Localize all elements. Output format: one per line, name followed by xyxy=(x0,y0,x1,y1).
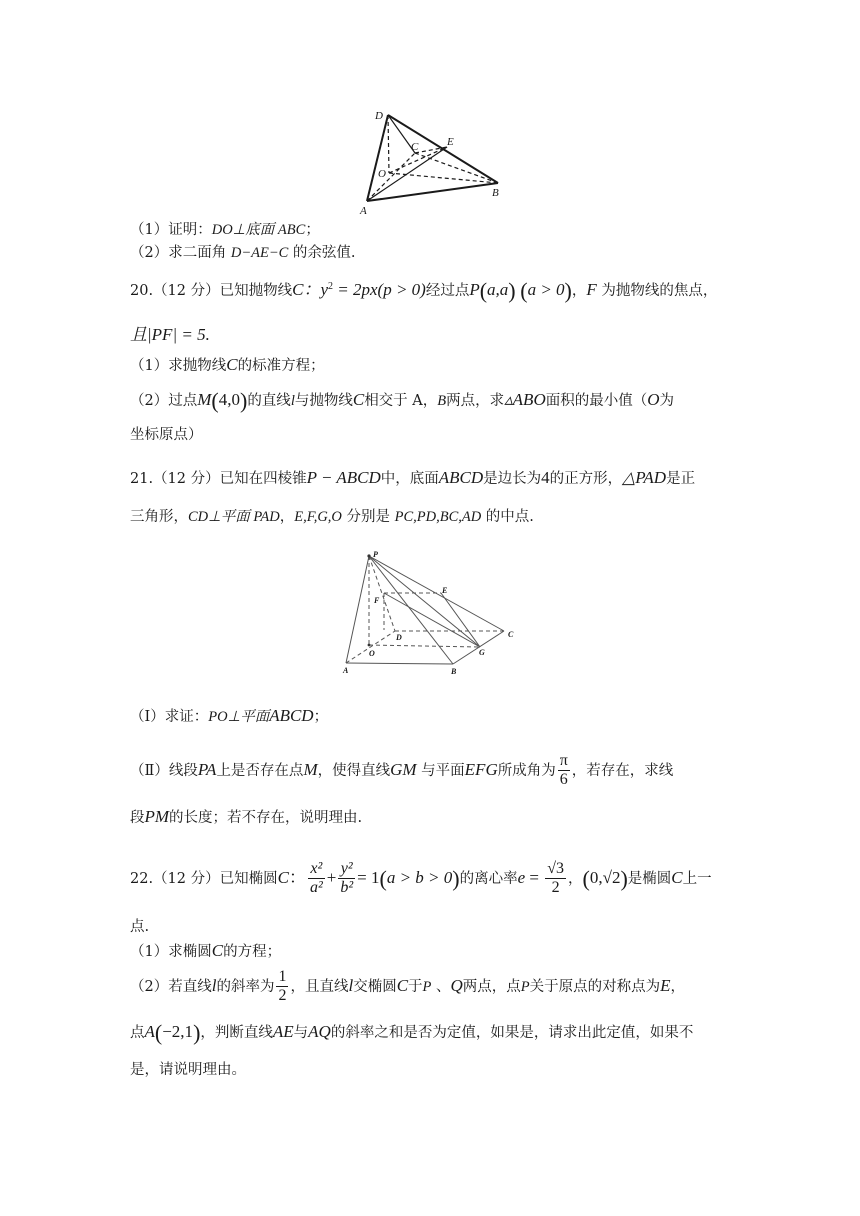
label-C: C xyxy=(508,630,514,639)
label-O: O xyxy=(378,168,386,180)
pyramid-figure xyxy=(338,548,528,680)
label-G: G xyxy=(479,648,485,657)
label-D: D xyxy=(375,110,383,122)
q21-part1: （Ⅰ）求证：PO⊥平面ABCD； xyxy=(130,706,329,725)
label-D: D xyxy=(396,633,402,642)
label-A: A xyxy=(360,205,367,217)
label-B: B xyxy=(451,667,457,676)
q22-stem-line2: 点. xyxy=(130,919,150,935)
label-E: E xyxy=(447,136,454,148)
q22-part2: （2）若直线l的斜率为 $\frac{1}{2}$ ，且直线l交椭圆C于P 、Q两点，点P关于原点的对称点为E， xyxy=(130,968,686,1005)
label-O: O xyxy=(369,649,375,658)
q22-part2-line2: 点A(−2,1)，判断直线AE与AQ的斜率之和是否为定值，如果是，请求出此定值，如果不 xyxy=(130,1020,694,1045)
label-F: F xyxy=(374,596,380,605)
q22-part1: （1）求椭圆C的方程； xyxy=(130,941,282,960)
q20-stem: 20.（12 分）已知抛物线C：$y^2 = 2px(p > 0)$经过点P(a,a) (a > 0)，F 为抛物线的焦点， xyxy=(130,278,718,303)
label-P: P xyxy=(373,550,378,559)
label-E: E xyxy=(442,586,448,595)
q20-part2-line2: 坐标原点） xyxy=(130,427,203,443)
q21-part2-line2: 段PM的长度；若不存在，说明理由. xyxy=(130,807,363,826)
label-A: A xyxy=(343,666,349,675)
q20-stem-line2: 且|PF| = 5. xyxy=(130,325,210,344)
q22-stem: 22.（12 分）已知椭圆C： $\frac{\text{x²}}{\text{a²}}$ + $\frac{\text{y²}}{\text{b²}}$ = 1(a > b > 0)的离心率e = $\frac{√3}{2}$ ，(0,√2)是椭圆C上一 xyxy=(130,860,712,897)
q21-part2: （Ⅱ）线段PA上是否存在点M，使得直线GM 与平面EFG所成角为 $\frac{\pi}{6}$ ，若存在，求线 xyxy=(130,752,674,789)
q19-part2: （2）求二面角 D−AE−C 的余弦值. xyxy=(130,245,356,261)
pi-over-6: $\frac{\pi}{6}$ xyxy=(559,752,568,789)
q19-part1: （1）证明：DO⊥底面 ABC； xyxy=(130,222,320,238)
tetrahedron-figure xyxy=(355,105,515,220)
q20-part2: （2）过点M(4,0)的直线l与抛物线C相交于 A，B两点，求▵ABO面积的最小值（O为 xyxy=(130,388,675,413)
q20-part1: （1）求抛物线C的标准方程； xyxy=(130,355,325,374)
label-B: B xyxy=(492,187,499,199)
q21-stem: 21.（12 分）已知在四棱锥P − ABCD中，底面ABCD是边长为4的正方形，△PAD是正 xyxy=(130,468,696,487)
q22-part2-line3: 是，请说明理由。 xyxy=(130,1062,246,1078)
q21-stem-line2: 三角形，CD⊥平面 PAD，E,F,G,O 分别是 PC,PD,BC,AD 的中点. xyxy=(130,509,534,525)
label-C: C xyxy=(411,141,419,153)
